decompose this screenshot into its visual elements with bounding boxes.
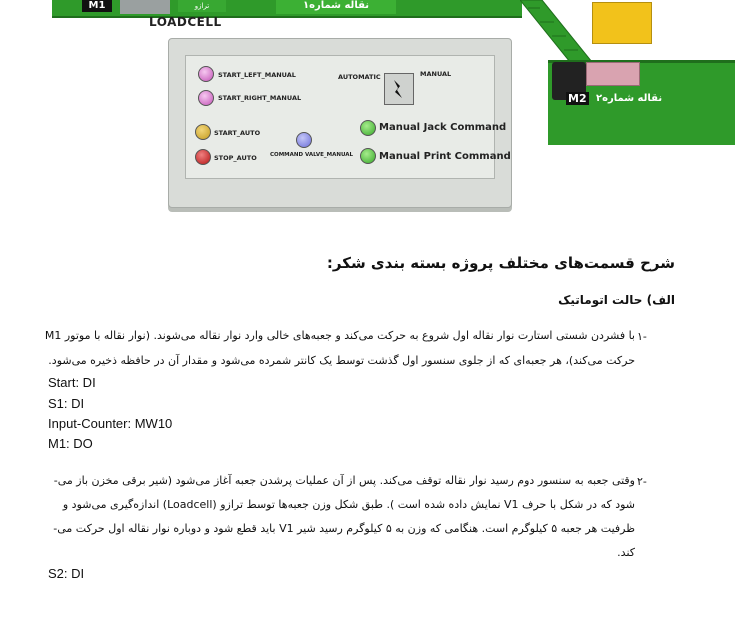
item-2-line-4: کند. (617, 546, 635, 559)
item-2-line-3: ظرفیت هر جعبه ۵ کیلوگرم است. هنگامی که وزن به ۵ کیلوگرم رسید شیر V1 باید قطع شود و دوباره نوار نقاله اول حرکت می- (53, 522, 635, 535)
yellow-box (592, 2, 652, 44)
conveyor-2-label: نقاله شماره۲ (596, 93, 663, 104)
start-right-manual-button[interactable] (198, 90, 214, 106)
pink-carton (586, 62, 640, 86)
io-line-m1: M1: DO (48, 436, 93, 451)
conveyor-1-label: نقاله شماره۱ (276, 0, 396, 14)
command-valve-manual-button[interactable] (296, 132, 312, 148)
scale-label: ترازو (178, 0, 226, 12)
start-auto-label: START_AUTO (214, 129, 261, 137)
automatic-label: AUTOMATIC (338, 73, 381, 81)
item-1-number: ۱- (637, 330, 647, 343)
stop-auto-button[interactable] (195, 149, 211, 165)
manual-print-command-label: Manual Print Command (379, 151, 511, 162)
loadcell-label: LOADCELL (149, 15, 222, 29)
start-right-manual-label: START_RIGHT_MANUAL (218, 94, 302, 102)
item-2-line-1: وقتی جعبه به سنسور دوم رسید نوار نقاله توقف می‌کند. پس از آن عملیات پرشدن جعبه آغاز می‌شود (شیر برقی مخزن باز می- (53, 474, 635, 487)
start-auto-button[interactable] (195, 124, 211, 140)
io-line-counter: Input-Counter: MW10 (48, 416, 173, 431)
io-line-s1: S1: DI (48, 396, 85, 411)
item-2-number: ۲- (637, 475, 647, 488)
section-heading: شرح قسمت‌های مختلف پروژه بسته بندی شکر: (326, 254, 675, 272)
stop-auto-label: STOP_AUTO (214, 154, 257, 162)
item-1-line-1: با فشردن شستی استارت نوار نقاله اول شروع به حرکت می‌کند و جعبه‌های خالی وارد نوار نقاله می‌شوند. (نوار نقاله با موتور M1 (44, 329, 635, 342)
plant-illustration (0, 0, 735, 215)
motor-m1-label: M1 (82, 0, 112, 12)
manual-label: MANUAL (420, 70, 452, 78)
grey-block (120, 0, 170, 14)
manual-jack-command-button[interactable] (360, 120, 376, 136)
selector-knob-icon (389, 78, 409, 100)
item-2-line-2: شود که در شکل با حرف V1 نمایش داده شده است ). طبق شکل وزن جعبه‌ها توسط ترازو (Loadcell) اندازه‌گیری می‌شود و (62, 498, 635, 511)
io-line-s2: S2: DI (48, 566, 85, 581)
start-left-manual-label: START_LEFT_MANUAL (218, 71, 296, 79)
command-valve-manual-label: COMMAND VALVE_MANUAL (270, 152, 354, 158)
start-left-manual-button[interactable] (198, 66, 214, 82)
subsection-heading: الف) حالت اتوماتیک (558, 293, 675, 307)
manual-jack-command-label: Manual Jack Command (379, 122, 507, 133)
manual-print-command-button[interactable] (360, 148, 376, 164)
item-1-line-2: حرکت می‌کند)، هر جعبه‌ای که از جلوی سنسور اول گذشت توسط یک کانتر شمرده می‌شود و مقدار آن در حافظه ذخیره می‌شود. (48, 354, 635, 367)
io-line-start: Start: DI (48, 375, 96, 390)
auto-manual-selector[interactable] (384, 73, 414, 105)
motor-m2-label: M2 (568, 92, 587, 105)
